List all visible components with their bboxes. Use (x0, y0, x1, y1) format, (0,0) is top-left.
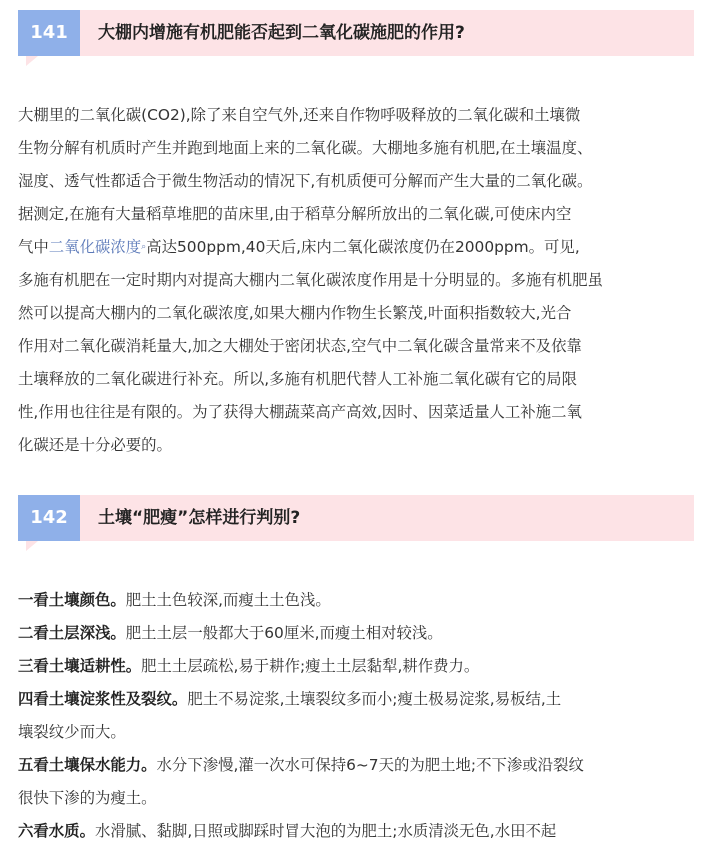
item-text: 水分下渗慢,灌一次水可保持6~7天的为肥土地;不下渗或沿裂纹 (156, 756, 584, 774)
list-item (18, 683, 698, 716)
line-text: 高达500ppm,40天后,床内二氧化碳浓度仍在2000ppm。可见, (146, 238, 580, 256)
item-text: 肥土土层一般都大于60厘米,而瘦土相对较浅。 (125, 624, 443, 642)
item-heading: 一看土壤颜色。 (18, 591, 126, 609)
item-heading: 三看土壤适耕性。 (18, 657, 142, 675)
paragraph-line: 性,作用也往往是有限的。为了获得大棚蔬菜高产高效,因时、因菜适量人工补施二氧 (18, 403, 582, 421)
item-heading: 五看土壤保水能力。 (18, 756, 157, 774)
item-text: 水滑腻、黏脚,日照或脚踩时冒大泡的为肥土;水质清淡无色,水田不起 (94, 822, 557, 840)
list-item (18, 617, 698, 650)
list-item (18, 749, 698, 782)
section-number-badge: 142 (18, 495, 80, 541)
list-item (18, 584, 698, 617)
paragraph-line: 湿度、透气性都适合于微生物活动的情况下,有机质便可分解而产生大量的二氧化碳。 (18, 172, 593, 190)
section-142-list (18, 584, 698, 848)
paragraph-line: 然可以提高大棚内的二氧化碳浓度,如果大棚内作物生长繁茂,叶面积指数较大,光合 (18, 304, 572, 322)
section-141-paragraph (18, 99, 698, 462)
keyword-link[interactable]: 二氧化碳浓度 (48, 238, 142, 256)
paragraph-line: 多施有机肥在一定时期内对提高大棚内二氧化碳浓度作用是十分明显的。多施有机肥虽 (18, 271, 603, 289)
list-item-continuation: 很快下渗的为瘦土。 (18, 789, 157, 807)
item-heading: 二看土层深浅。 (18, 624, 126, 642)
item-text: 肥土不易淀浆,土壤裂纹多而小;瘦土极易淀浆,易板结,土 (187, 690, 562, 708)
list-item (18, 650, 698, 683)
item-heading: 六看水质。 (18, 822, 95, 840)
item-text: 肥土土层疏松,易于耕作;瘦土土层黏犁,耕作费力。 (141, 657, 480, 675)
section-title: 大棚内增施有机肥能否起到二氧化碳施肥的作用? (98, 23, 465, 43)
paragraph-line: 据测定,在施有大量稻草堆肥的苗床里,由于稻草分解所放出的二氧化碳,可使床内空 (18, 205, 572, 223)
paragraph-line: 作用对二氧化碳消耗量大,加之大棚处于密闭状态,空气中二氧化碳含量常来不及依靠 (18, 337, 582, 355)
header-tail-decoration (26, 541, 38, 551)
paragraph-line: 生物分解有机质时产生并跑到地面上来的二氧化碳。大棚地多施有机肥,在土壤温度、 (18, 139, 593, 157)
item-text: 肥土土色较深,而瘦土土色浅。 (125, 591, 331, 609)
section-number-badge: 141 (18, 10, 80, 56)
list-item (18, 815, 698, 848)
header-tail-decoration (26, 56, 38, 66)
line-text: 气中 (18, 238, 49, 256)
paragraph-line: 大棚里的二氧化碳(CO2),除了来自空气外,还来自作物呼吸释放的二氧化碳和土壤微 (18, 106, 581, 124)
item-heading: 四看土壤淀浆性及裂纹。 (18, 690, 188, 708)
section-142-header (18, 495, 694, 541)
list-item-continuation: 壤裂纹少而大。 (18, 723, 126, 741)
paragraph-line (18, 231, 698, 264)
section-title: 土壤“肥瘦”怎样进行判别? (98, 508, 301, 528)
search-icon[interactable]: ⌕ (141, 242, 147, 252)
paragraph-line: 化碳还是十分必要的。 (18, 436, 172, 454)
section-141-header (18, 10, 694, 56)
paragraph-line: 土壤释放的二氧化碳进行补充。所以,多施有机肥代替人工补施二氧化碳有它的局限 (18, 370, 577, 388)
